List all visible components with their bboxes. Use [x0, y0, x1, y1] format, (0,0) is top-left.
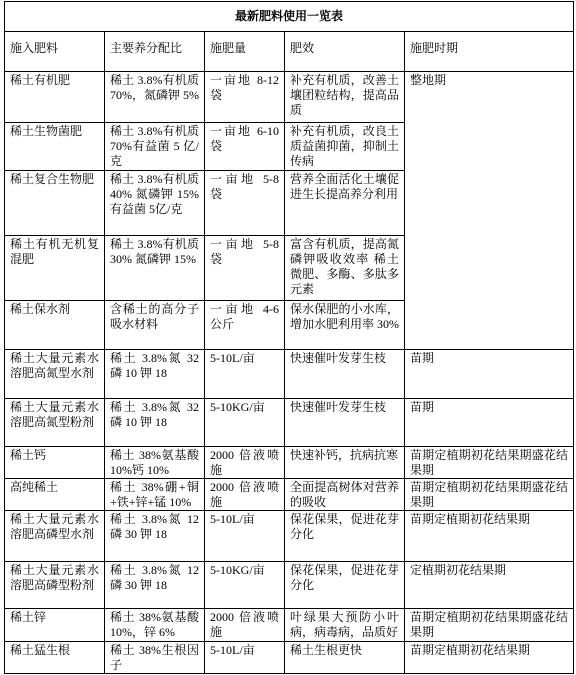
cell-effect: 补充有机质，改良土质益菌抑菌，抑制土传病	[285, 123, 405, 171]
cell-effect: 全面提高树体对营养的吸收	[285, 479, 405, 511]
table-row	[5, 562, 574, 609]
cell-period: 苗期定植期初花结果期盛花结果期	[405, 479, 574, 511]
cell-effect: 叶绿果大预防小叶病，病毒病，品质好	[285, 609, 405, 642]
table-row	[5, 642, 574, 674]
fertilizer-table	[4, 1, 574, 674]
cell-fertilizer: 稀土有机无机复混肥	[5, 236, 105, 301]
cell-period: 定植期初花结果期	[405, 562, 574, 609]
cell-nutrients: 稀土 3.8%有机质 30% 氮磷钾 15%	[105, 236, 205, 301]
table-row	[5, 511, 574, 562]
cell-effect: 保水保肥的小水库，增加水肥利用率 30%	[285, 301, 405, 350]
cell-nutrients: 稀土 3.8%氮 32 磷 10 钾 18	[105, 399, 205, 447]
cell-dosage: 5-10KG/亩	[205, 399, 285, 447]
cell-period: 苗期	[405, 350, 574, 399]
cell-dosage: 5-10KG/亩	[205, 562, 285, 609]
cell-fertilizer: 稀土大量元素水溶肥高氮型粉剂	[5, 399, 105, 447]
cell-dosage: 一亩地 4-6 公斤	[205, 301, 285, 350]
cell-period: 苗期	[405, 399, 574, 447]
header-nutrients: 主要养分配比	[105, 32, 205, 72]
cell-nutrients: 含稀土的高分子吸水材料	[105, 301, 205, 350]
cell-dosage: 5-10L/亩	[205, 350, 285, 399]
header-fertilizer: 施入肥料	[5, 32, 105, 72]
cell-dosage: 一亩地 5-8 袋	[205, 236, 285, 301]
cell-effect: 保花保果，促进花芽分化	[285, 562, 405, 609]
cell-fertilizer: 稀土复合生物肥	[5, 171, 105, 236]
cell-dosage: 2000 倍液喷施	[205, 609, 285, 642]
cell-effect: 补充有机质，改善土壤团粒结构，提高品质	[285, 72, 405, 123]
header-effect: 肥效	[285, 32, 405, 72]
header-dosage: 施肥量	[205, 32, 285, 72]
cell-period: 整地期	[405, 72, 574, 350]
cell-nutrients: 稀土 38%硼+铜+铁+锌+锰 10%	[105, 479, 205, 511]
cell-dosage: 一亩地 5-8 袋	[205, 171, 285, 236]
cell-fertilizer: 稀土保水剂	[5, 301, 105, 350]
header-row	[5, 32, 574, 72]
cell-dosage: 5-10L/亩	[205, 642, 285, 674]
cell-fertilizer: 稀土猛生根	[5, 642, 105, 674]
table-body	[5, 2, 574, 674]
cell-period: 苗期定植期初花结果期盛花结果期	[405, 609, 574, 642]
cell-dosage: 2000 倍液喷施	[205, 447, 285, 479]
cell-fertilizer: 稀土大量元素水溶肥高氮型水剂	[5, 350, 105, 399]
cell-nutrients: 稀土 3.8%氮 12 磷 30 钾 18	[105, 562, 205, 609]
cell-effect: 富含有机质，提高氮磷钾吸收效率 稀土微肥、多酶、多肽多元素	[285, 236, 405, 301]
cell-nutrients: 稀土 3.8%有机质 70%，氮磷钾 5%	[105, 72, 205, 123]
cell-fertilizer: 稀土大量元素水溶肥高磷型水剂	[5, 511, 105, 562]
table-row	[5, 399, 574, 447]
cell-fertilizer: 稀土有机肥	[5, 72, 105, 123]
title-row	[5, 2, 574, 32]
cell-dosage: 一亩地 8-12 袋	[205, 72, 285, 123]
cell-effect: 稀土生根更快	[285, 642, 405, 674]
header-period: 施肥时期	[405, 32, 574, 72]
cell-dosage: 一亩地 6-10 袋	[205, 123, 285, 171]
cell-dosage: 2000 倍液喷施	[205, 479, 285, 511]
cell-fertilizer: 高纯稀土	[5, 479, 105, 511]
cell-fertilizer: 稀土锌	[5, 609, 105, 642]
cell-effect: 快速催叶发芽生枝	[285, 399, 405, 447]
cell-period: 苗期定植期初花结果期	[405, 642, 574, 674]
cell-nutrients: 稀土 3.8%氮 12 磷 30 钾 18	[105, 511, 205, 562]
cell-nutrients: 稀土 3.8%氮 32 磷 10 钾 18	[105, 350, 205, 399]
table-row	[5, 479, 574, 511]
table-row	[5, 350, 574, 399]
cell-dosage: 5-10L/亩	[205, 511, 285, 562]
cell-period: 苗期定植期初花结果期	[405, 511, 574, 562]
cell-fertilizer: 稀土生物菌肥	[5, 123, 105, 171]
table-row	[5, 72, 574, 123]
cell-effect: 保花保果，促进花芽分化	[285, 511, 405, 562]
cell-effect: 快速催叶发芽生枝	[285, 350, 405, 399]
cell-nutrients: 稀土 38%氨基酸 10%，锌 6%	[105, 609, 205, 642]
cell-nutrients: 稀土 38%氨基酸 10%钙 10%	[105, 447, 205, 479]
table-row	[5, 447, 574, 479]
cell-nutrients: 稀土 3.8%有机质 40% 氮磷钾 15%有益菌 5亿/克	[105, 171, 205, 236]
cell-nutrients: 稀土 3.8%有机质 70%有益菌 5 亿/克	[105, 123, 205, 171]
cell-period: 苗期定植期初花结果期盛花结果期	[405, 447, 574, 479]
cell-fertilizer: 稀土大量元素水溶肥高磷型粉剂	[5, 562, 105, 609]
cell-effect: 营养全面活化土壤促进生长提高养分利用	[285, 171, 405, 236]
cell-effect: 快速补钙，抗病抗寒	[285, 447, 405, 479]
table-row	[5, 609, 574, 642]
table-title: 最新肥料使用一览表	[5, 2, 574, 32]
cell-fertilizer: 稀土钙	[5, 447, 105, 479]
cell-nutrients: 稀土 38%生根因子	[105, 642, 205, 674]
